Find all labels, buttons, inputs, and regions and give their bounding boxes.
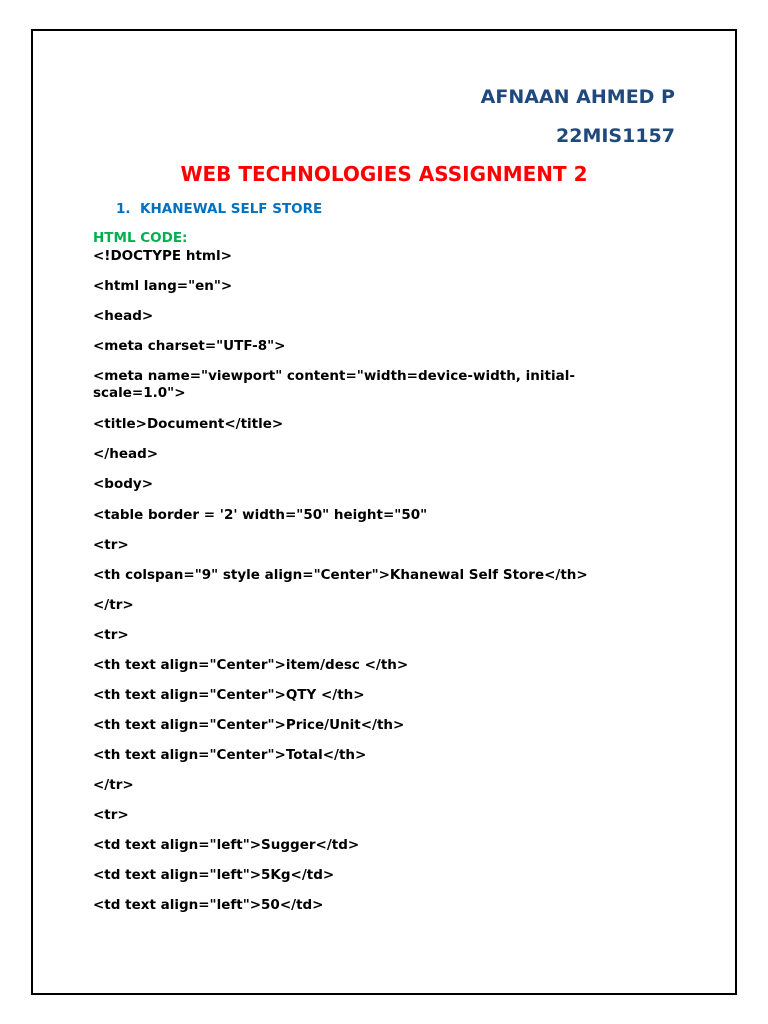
code-line: </tr> <box>93 597 134 613</box>
document-title: WEB TECHNOLOGIES ASSIGNMENT 2 <box>180 162 588 186</box>
code-line: <meta name="viewport" content="width=device-width, initial-scale=1.0"> <box>93 368 575 401</box>
code-line: <td text align="left">5Kg</td> <box>93 867 335 883</box>
code-line: <th colspan="9" style align="Center">Khanewal Self Store</th> <box>93 567 588 583</box>
code-line: </tr> <box>93 777 134 793</box>
code-line: <tr> <box>93 627 129 643</box>
code-line: <html lang="en"> <box>93 278 233 294</box>
code-line: <tr> <box>93 807 129 823</box>
code-line: <title>Document</title> <box>93 416 284 432</box>
code-line: <th text align="Center">QTY </th> <box>93 687 365 703</box>
code-line: <th text align="Center">Price/Unit</th> <box>93 717 405 733</box>
section-number: 1. <box>116 201 131 217</box>
code-label: HTML CODE: <box>93 230 188 246</box>
code-line: </head> <box>93 446 159 462</box>
section-heading <box>116 201 322 217</box>
code-line: <body> <box>93 476 154 492</box>
code-line: <head> <box>93 308 154 324</box>
code-line: <tr> <box>93 537 129 553</box>
code-line: <!DOCTYPE html> <box>93 248 232 264</box>
code-line: <th text align="Center">item/desc </th> <box>93 657 409 673</box>
section-heading-text: KHANEWAL SELF STORE <box>140 201 323 217</box>
code-line: <th text align="Center">Total</th> <box>93 747 367 763</box>
code-line: <meta charset="UTF-8"> <box>93 338 286 354</box>
code-line: <td text align="left">Sugger</td> <box>93 837 360 853</box>
code-line: <table border = '2' width="50" height="50" <box>93 507 428 523</box>
code-line: <td text align="left">50</td> <box>93 897 324 913</box>
author-name: AFNAAN AHMED P <box>480 86 675 108</box>
student-id: 22MIS1157 <box>556 125 675 147</box>
